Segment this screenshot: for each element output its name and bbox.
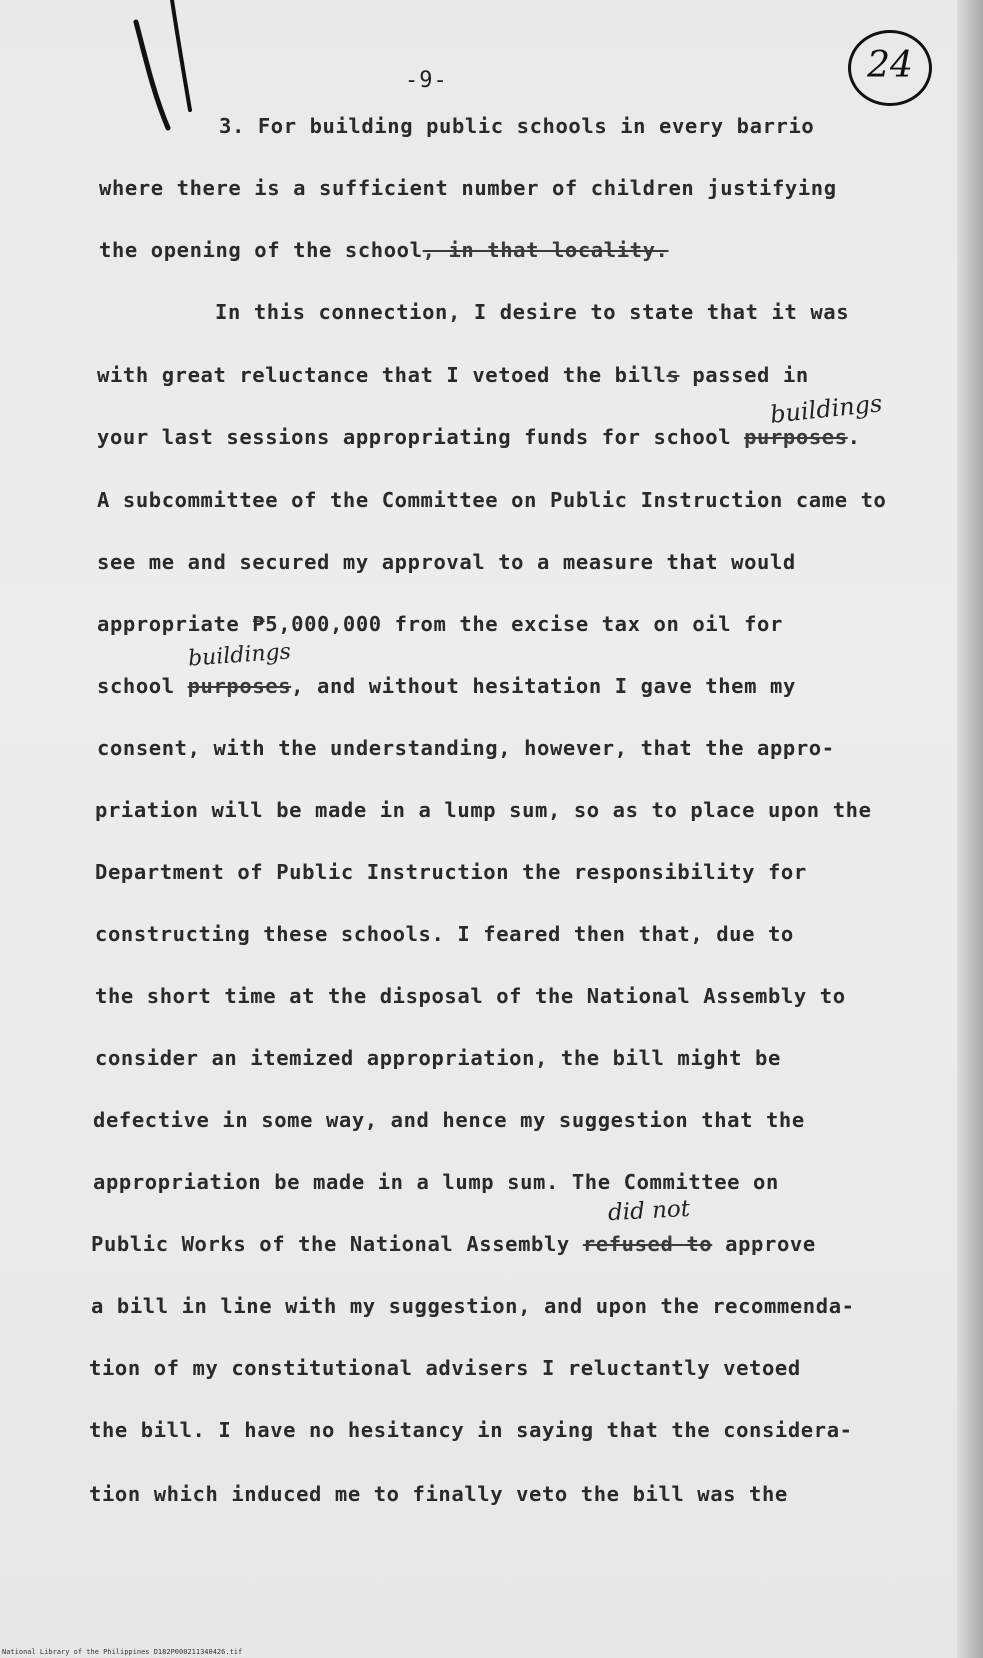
line-text: approve (712, 1232, 816, 1256)
line-text: school (97, 674, 188, 698)
text-line (97, 612, 783, 636)
folio-stamp: 24 (848, 30, 932, 106)
handwritten-correction: did not (607, 1195, 691, 1227)
line-text: defective in some way, and hence my suggestion that the (93, 1108, 805, 1132)
line-text: In this connection, I desire to state that it was (215, 300, 850, 324)
line-text: appropriation be made in a lump sum. The Committee on (93, 1170, 779, 1194)
line-text: with great reluctance that I vetoed the bill (97, 363, 667, 387)
line-text: A subcommittee of the Committee on Public Instruction came to (97, 488, 887, 512)
text-line (95, 798, 872, 822)
text-line (93, 1170, 779, 1194)
handwritten-correction: buildings (768, 389, 884, 429)
line-text: . (847, 425, 861, 449)
line-text: Department of Public Instruction the responsibility for (95, 860, 807, 884)
struck-text: purposes (187, 674, 292, 698)
line-text: a bill in line with my suggestion, and upon the recommenda- (91, 1294, 855, 1318)
text-line (99, 238, 668, 262)
archive-footer: National Library of the Philippines D182P000211340426.tif (2, 1648, 243, 1656)
handwritten-correction: buildings (187, 639, 292, 672)
text-line (95, 1046, 781, 1070)
struck-text: purposes (744, 425, 848, 449)
text-line (97, 363, 809, 387)
struck-text: , in that locality. (422, 238, 669, 262)
line-text: see me and secured my approval to a measure that would (97, 550, 796, 574)
line-text: passed in (679, 363, 809, 387)
text-line (93, 1108, 805, 1132)
text-line (99, 176, 837, 200)
struck-text: refused to (582, 1232, 713, 1256)
line-text: the opening of the school (99, 238, 423, 262)
line-text: the bill. I have no hesitancy in saying that the considera- (89, 1418, 853, 1442)
text-line (97, 674, 796, 698)
text-line (91, 1294, 855, 1318)
line-text: 3. For building public schools in every barrio (219, 114, 815, 138)
line-text: consider an itemized appropriation, the bill might be (95, 1046, 781, 1070)
line-text: Public Works of the National Assembly (91, 1232, 583, 1256)
line-text: appropriate ₱5,000,000 from the excise tax on oil for (97, 612, 783, 636)
struck-text: s (666, 363, 680, 387)
text-line (97, 425, 861, 449)
line-text: constructing these schools. I feared then that, due to (95, 922, 794, 946)
text-line (89, 1482, 788, 1506)
line-text: priation will be made in a lump sum, so as to place upon the (95, 798, 872, 822)
text-line (97, 488, 886, 512)
page-number: -9- (405, 68, 448, 93)
line-text: consent, with the understanding, however, that the appro- (97, 736, 835, 760)
text-line (89, 1356, 801, 1380)
text-line (95, 860, 807, 884)
line-text: your last sessions appropriating funds for school (97, 425, 745, 449)
line-text: tion which induced me to finally veto the bill was the (89, 1482, 788, 1506)
text-line (219, 114, 814, 138)
line-text: , and without hesitation I gave them my (291, 674, 796, 698)
text-line (215, 300, 849, 324)
line-text: the short time at the disposal of the National Assembly to (95, 984, 846, 1008)
text-line (97, 736, 835, 760)
text-line (95, 984, 846, 1008)
text-line (91, 1232, 816, 1256)
text-line (97, 550, 796, 574)
text-line (89, 1418, 853, 1442)
text-line (95, 922, 794, 946)
line-text: where there is a sufficient number of children justifying (99, 176, 837, 200)
line-text: tion of my constitutional advisers I reluctantly vetoed (89, 1356, 801, 1380)
